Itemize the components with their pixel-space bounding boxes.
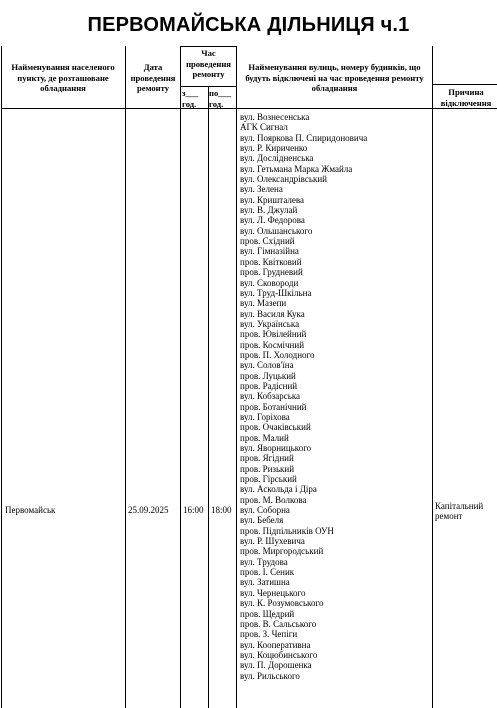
streets-list	[240, 112, 435, 681]
table-border	[1, 108, 497, 109]
list-item: вул. Зелена	[240, 184, 283, 195]
header-date: Дата проведення ремонту	[130, 62, 176, 93]
list-item: вул. Р. Шухевича	[240, 536, 305, 547]
list-item: вул. Вознесенська	[240, 112, 310, 122]
table-border	[180, 86, 236, 87]
list-item: вул. Василя Кука	[240, 308, 305, 319]
list-item: пров. Ювілейний	[240, 329, 307, 340]
list-item: пров. М. Волкова	[240, 494, 307, 505]
header-to: по___ год.	[209, 88, 232, 109]
list-item: вул. Чернецького	[240, 587, 306, 598]
list-item: вул. Кобзарська	[240, 391, 301, 402]
list-item: вул. Мазепи	[240, 298, 287, 309]
list-item: вул. Аскольда і Діра	[240, 484, 317, 495]
list-item: вул. Пояркова П. Спиридоновича	[240, 132, 368, 143]
list-item: вул. Кришталева	[240, 194, 305, 205]
list-item: пров. Космічний	[240, 339, 305, 350]
list-item: пров. І. Сеник	[240, 567, 295, 578]
list-item: вул. Л. Федорова	[240, 215, 305, 226]
list-item: вул. Соборна	[240, 505, 290, 516]
list-item: вул. Українська	[240, 318, 300, 329]
list-item: вул. Р. Кириченко	[240, 143, 308, 154]
list-item: вул. Олександрівський	[240, 174, 327, 185]
list-item: пров. Квітковий	[240, 256, 302, 267]
header-from: з___ год.	[182, 88, 199, 109]
list-item: вул. Бебеля	[240, 515, 284, 526]
list-item: вул. Гімназійна	[240, 246, 299, 257]
list-item: вул. К. Розумовського	[240, 598, 324, 609]
list-item: пров. Ризький	[240, 463, 295, 474]
table-border	[1, 46, 2, 708]
table-border	[180, 46, 236, 47]
list-item: пров. Підпільників ОУН	[240, 525, 334, 536]
list-item: пров. Гірський	[240, 474, 297, 485]
list-item: пров. Ягідний	[240, 453, 294, 464]
header-reason: Причина відключення	[440, 87, 492, 108]
list-item: вул. Коцюбинського	[240, 649, 318, 660]
list-item: пров. Малий	[240, 432, 289, 443]
list-item: пров. В. Сальського	[240, 618, 317, 629]
list-item: вул. Солов'їна	[240, 360, 294, 371]
list-item: пров. П. Холодного	[240, 349, 315, 360]
time-from-cell: 16:00	[183, 505, 204, 515]
list-item: вул. Сковороди	[240, 277, 299, 288]
list-item: пров. Грудневий	[240, 267, 303, 278]
page-title: ПЕРВОМАЙСЬКА ДІЛЬНИЦЯ ч.1	[87, 14, 410, 36]
table-border	[125, 46, 126, 708]
list-item: АГК Сигнал	[240, 122, 288, 133]
list-item: вул. Труд-Шкільна	[240, 287, 312, 298]
list-item: пров. З. Чепіги	[240, 629, 298, 640]
date-cell: 25.09.2025	[128, 505, 169, 515]
list-item: вул. Ольшанського	[240, 225, 313, 236]
list-item: пров. Ботанічний	[240, 401, 307, 412]
list-item: вул. Рильського	[240, 670, 300, 681]
list-item: вул. Затишна	[240, 577, 290, 588]
header-time: Час проведення ремонту	[186, 48, 231, 79]
place-cell: Первомайськ	[5, 505, 56, 515]
table-border	[180, 46, 181, 708]
time-to-cell: 18:00	[211, 505, 232, 515]
list-item: пров. Очаківський	[240, 422, 311, 433]
reason-cell: Капітальний ремонт	[435, 501, 484, 521]
list-item: вул. Яворницького	[240, 443, 312, 453]
list-item: вул. В. Джулай	[240, 205, 298, 216]
table-border	[236, 46, 237, 708]
table-border	[432, 84, 497, 85]
list-item: пров. Луцький	[240, 370, 296, 381]
list-item: вул. Гетьмана Марка Жмайла	[240, 163, 353, 174]
list-item: вул. П. Дорошенка	[240, 660, 312, 671]
list-item: вул. Трудова	[240, 556, 288, 567]
list-item: вул. Горіхова	[240, 411, 290, 422]
list-item: пров. Радісний	[240, 380, 298, 391]
list-item: пров. Східний	[240, 236, 295, 247]
header-place: Найменування населеного пункту, де розташоване обладнання	[11, 62, 115, 93]
list-item: пров. Щедрий	[240, 608, 295, 619]
header-streets: Найменування вулиць, номеру будинків, що будуть відключені на час проведення ремонту обладнання	[245, 62, 424, 93]
list-item: пров. Миргородський	[240, 546, 324, 557]
list-item: вул. Дослідненська	[240, 153, 314, 164]
list-item: вул. Кооперативна	[240, 639, 311, 650]
table-border	[208, 86, 209, 708]
